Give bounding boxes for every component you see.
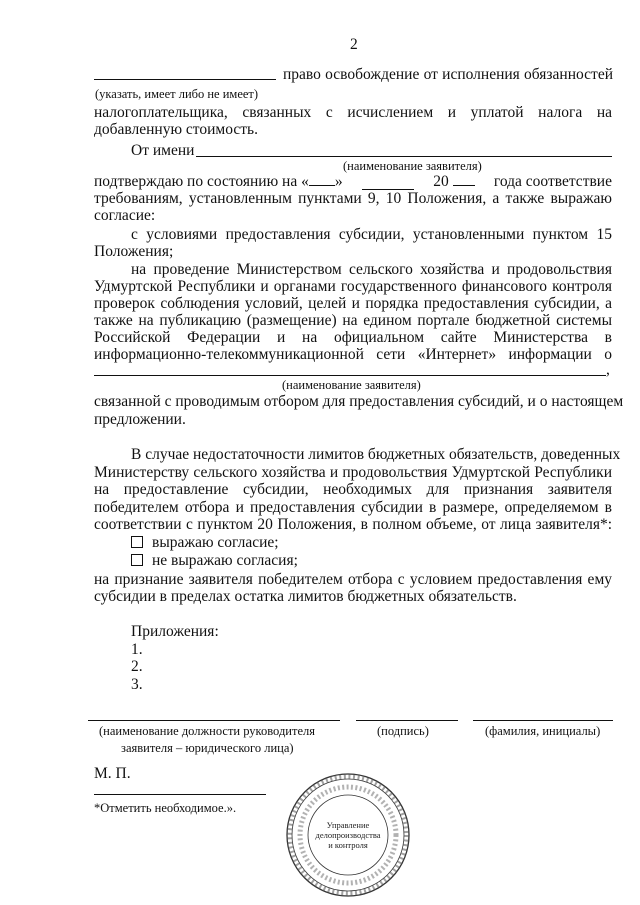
- applicant-name-blank: [196, 156, 612, 157]
- signature-blank: [356, 720, 458, 721]
- consent2-after-line2: предложении.: [94, 411, 186, 428]
- consent2-comma: ,: [606, 361, 610, 378]
- on-behalf-label: От имени: [131, 142, 195, 159]
- confirm-line2: требованиям, установленным пунктами 9, 10 Положения, а также выражаю: [94, 190, 612, 207]
- position-caption-1: (наименование должности руководителя: [99, 724, 315, 738]
- footnote-divider: [94, 794, 266, 795]
- limits-tail1: на признание заявителя победителем отбора с условием предоставления ему: [94, 571, 612, 588]
- position-blank: [88, 720, 340, 721]
- stamp-place: М. П.: [94, 765, 131, 782]
- page-number: 2: [350, 36, 358, 53]
- agree-checkbox[interactable]: [131, 536, 143, 548]
- limits-line2: Министерству сельского хозяйства и продовольствия Удмуртской Республики: [94, 464, 612, 481]
- name-blank: [473, 720, 613, 721]
- seal-inner-line3: и контроля: [328, 840, 368, 850]
- applicant-name-caption: (наименование заявителя): [343, 159, 482, 173]
- seal-stamp: [283, 770, 413, 900]
- applicant-name-caption-2: (наименование заявителя): [282, 378, 421, 392]
- confirm-date-prefix: подтверждаю по состоянию на «: [94, 173, 309, 190]
- tax-status-line1-text: право освобождение от исполнения обязанностей: [283, 66, 613, 83]
- limits-line5: соответствии с пунктом 20 Положения, в полном объеме, от лица заявителя*:: [94, 516, 612, 533]
- position-caption-2: заявителя – юридического лица): [121, 741, 294, 755]
- limits-tail2: субсидии в пределах остатка лимитов бюджетных обязательств.: [94, 588, 517, 605]
- agree-label: выражаю согласие;: [152, 534, 279, 551]
- consent1-line2: Положения;: [94, 243, 174, 260]
- tax-status-line2: налогоплательщика, связанных с исчислением и уплатой налога на: [94, 104, 612, 121]
- applicant-name-blank-2: [94, 375, 606, 376]
- attachment-item-2: 2.: [131, 658, 143, 675]
- year-blank: [453, 172, 475, 186]
- confirm-line1-end: года соответствие: [493, 173, 612, 190]
- option-disagree[interactable]: [131, 552, 298, 569]
- consent2-after-line1: связанной с проводимым отбором для предоставления субсидий, и о настоящем: [94, 393, 624, 410]
- option-agree[interactable]: [131, 534, 279, 551]
- confirm-line3: согласие:: [94, 207, 156, 224]
- seal-inner-line2: делопроизводства: [315, 830, 381, 840]
- tax-status-hint: (указать, имеет либо не имеет): [95, 87, 259, 101]
- attachment-item-1: 1.: [131, 641, 143, 658]
- full-name-caption: (фамилия, инициалы): [485, 724, 601, 738]
- consent1-line1: с условиями предоставления субсидии, установленными пунктом 15: [131, 226, 612, 243]
- signature-caption: (подпись): [377, 724, 429, 738]
- consent2-line6: информационно-телекоммуникационной сети «Интернет» информации о: [94, 346, 612, 363]
- confirm-quote-close: »: [334, 173, 343, 190]
- disagree-checkbox[interactable]: [131, 554, 143, 566]
- disagree-label: не выражаю согласия;: [152, 552, 298, 569]
- limits-line3: на предоставление субсидии, необходимых для признания заявителя: [94, 481, 612, 498]
- limits-line1: В случае недостаточности лимитов бюджетных обязательств, доведенных: [131, 446, 621, 463]
- tax-status-blank: [94, 79, 276, 80]
- consent2-line5: Российской Федерации и на официальном сайте Министерства в: [94, 329, 612, 346]
- day-blank: [309, 172, 335, 186]
- attachments-title: Приложения:: [131, 623, 219, 640]
- consent2-line3: проверок соблюдения условий, целей и порядка предоставления субсидии, а: [94, 295, 612, 312]
- consent2-line4: также на публикацию (размещение) на едином портале бюджетной системы: [94, 312, 612, 329]
- limits-line4: победителем отбора и предоставления субсидии в размере, определяемом в: [94, 499, 612, 516]
- seal-inner-line1: Управление: [326, 820, 370, 830]
- confirm-year-prefix: 20: [433, 173, 449, 190]
- month-blank: [362, 176, 414, 190]
- consent2-line2: Удмуртской Республики и органами государственного финансового контроля: [94, 278, 612, 295]
- consent2-line1: на проведение Министерством сельского хозяйства и продовольствия: [131, 261, 612, 278]
- tax-status-line3: добавленную стоимость.: [94, 121, 258, 138]
- attachment-item-3: 3.: [131, 676, 143, 693]
- footnote: *Отметить необходимое.».: [94, 801, 237, 815]
- confirm-line1: [94, 172, 612, 190]
